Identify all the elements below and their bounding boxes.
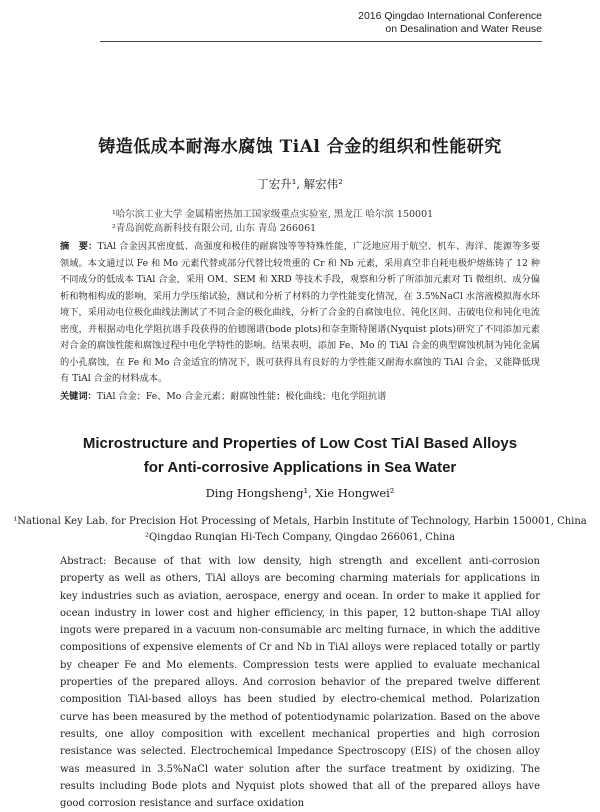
english-title-line2: for Anti-corrosive Applications in Sea Water <box>143 459 457 476</box>
conference-header <box>358 10 542 36</box>
chinese-abstract <box>60 239 540 388</box>
english-abstract-label: Abstract: <box>60 556 107 567</box>
chinese-abstract-text: TiAl 合金因其密度低、高强度和极佳的耐腐蚀等等特殊性能，广泛地应用于航空、机车、海洋、能源等多要领域。本文通过以 Fe 和 Mo 元素代替或部分代替比较贵重的 Cr 和 Nb 元素，采用真空非自耗电极炉熔炼铸了 12 种不同成分的低成本 TiAl 合金，采用 OM、SEM 和 XRD 等技术手段，观察和分析了所添加元素对 Ti 微组织、成分偏析和物相构成的影响，采用力学压缩试验，测试和分析了材料的力学性能变化情况，在 3.5%NaCl 水溶液模拟海水环境下，采用动电位极化曲线法测试了不同合金的极化曲线，分析了合金的自腐蚀电位、钝化区间、击破电位和钝化电流密度，并根据动电化学阻抗谱手段获得的伯德图谱(bode plots)和奈奎斯特图谱(Nyquist plots)研究了不同添加元素对合金的腐蚀性能和腐蚀过程中电化学特性的影响。结果表明，添加 Fe、Mo 的 TiAl 合金的典型腐蚀机制为钝化金属的小孔腐蚀，在 Fe 和 Mo 合金适宜的情况下，既可获得具有良好的力学性能又耐海水腐蚀的 TiAl 合金，又能降低现有 TiAl 合金的材料成本。 <box>60 241 541 384</box>
chinese-title: 铸造低成本耐海水腐蚀 TiAl 合金的组织和性能研究 <box>98 137 502 157</box>
chinese-keywords <box>60 388 540 402</box>
chinese-authors: 丁宏升¹, 解宏伟² <box>257 177 343 191</box>
english-title <box>0 432 600 480</box>
english-abstract <box>60 553 540 812</box>
english-authors: Ding Hongsheng¹, Xie Hongwei² <box>205 486 395 500</box>
chinese-keywords-text: TiAl 合金；Fe、Mo 合金元素；耐腐蚀性能；极化曲线；电化学阻抗谱 <box>96 391 387 402</box>
english-abstract-text: Because of that with low density, high strength and excellent anti-corrosion property as well as others, TiAl alloys are becoming charming materials for applications in key industries such as aviation, aerospace, energy and ocean. In order to make it applied for ocean industry in lower cost and higher efficiency, in this paper, 12 button-shape TiAl alloy ingots were prepared in a vacuum non-consumable arc melting furnace, in which the additive compositions of expensive elements of Cr and Nb in TiAl alloys were replaced totally or partly by cheaper Fe and Mo elements. Compression tests were applied to evaluate mechanical properties of the prepared alloys. And corrosion behavior of the prepared twelve different composition TiAl-based alloys has been studied by electro-chemical method. Polarization curve has been measured by the method of potentiodynamic polarization. Based on the above results, one alloy composition with excellent mechanical properties and high corrosion resistance was selected. Electrochemical Impedance Spectroscopy (EIS) of the chosen alloy was measured in 3.5%NaCl water solution after the surface treatment by oxidizing. The results including Bode plots and Nyquist plots showed that all of the prepared alloys have good corrosion resistance and surface oxidation <box>60 556 540 810</box>
conference-name-line1: 2016 Qingdao International Conference <box>358 10 542 22</box>
chinese-affiliation-1: ¹哈尔滨工业大学 金属精密热加工国家级重点实验室, 黑龙江 哈尔滨 150001 <box>112 209 434 220</box>
chinese-abstract-label: 摘 要： <box>60 241 98 252</box>
header-divider <box>100 41 542 42</box>
chinese-keywords-label: 关键词： <box>60 391 97 402</box>
english-affiliation-1: ¹National Key Lab. for Precision Hot Processing of Metals, Harbin Institute of Technology, Harbin 150001, China <box>13 516 587 527</box>
english-affiliation-2: ²Qingdao Runqian Hi-Tech Company, Qingdao 266061, China <box>144 532 456 543</box>
english-title-line1: Microstructure and Properties of Low Cost TiAl Based Alloys <box>82 435 518 452</box>
chinese-affiliation-2: ²青岛润乾高新科技有限公司, 山东 青岛 266061 <box>112 223 317 234</box>
conference-name-line2: on Desalination and Water Reuse <box>385 23 542 35</box>
